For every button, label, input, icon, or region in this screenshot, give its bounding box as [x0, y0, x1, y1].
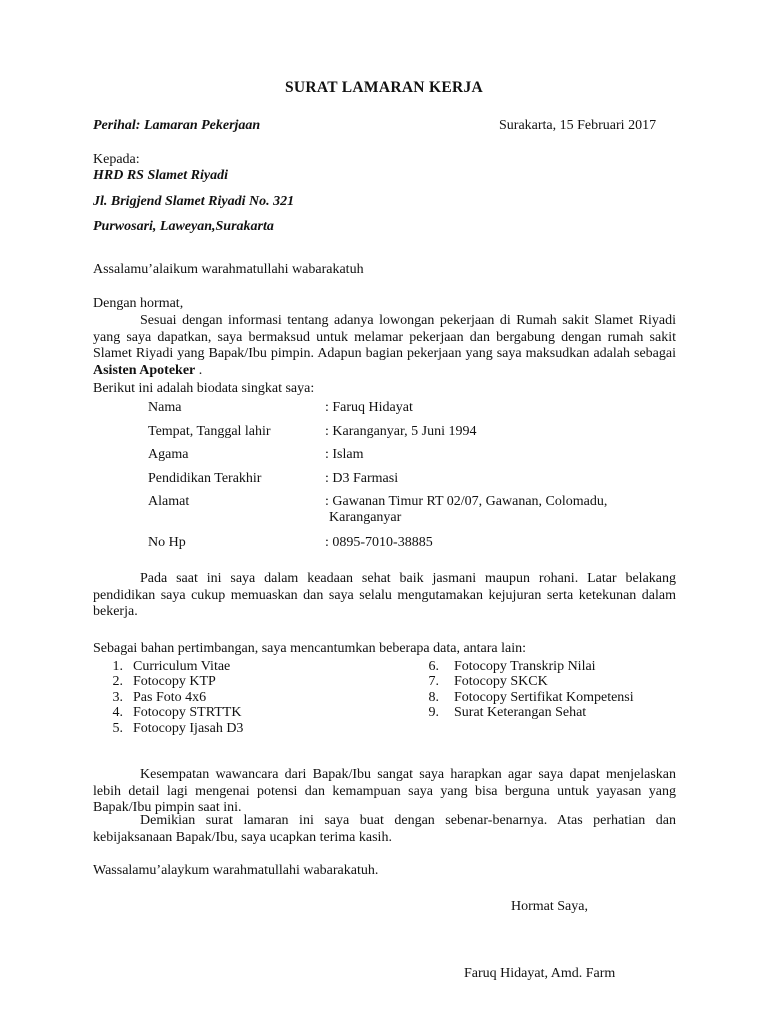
attachment-text: Fotocopy KTP [133, 674, 216, 689]
attachment-number: 7. [428, 674, 439, 689]
attachment-number: 5. [112, 721, 123, 736]
greeting: Assalamu’alaikum warahmatullahi wabarakatuh [93, 262, 364, 277]
biodata-value: : 0895-7010-38885 [325, 535, 433, 550]
place-date: Surakarta, 15 Februari 2017 [499, 118, 657, 133]
attachment-text: Fotocopy Transkrip Nilai [454, 659, 596, 674]
intro-text: Sesuai dengan informasi tentang adanya lowongan pekerjaan di Rumah sakit Slamet Riyadi yang saya dapatkan, saya bermaksud untuk melamar pekerjaan dan bergabung dengan rumah sakit Slamet Riyadi yang Bapak/Ibu pimpin. Adapun bagian pekerjaan yang saya maksudkan adalah sebagai [93, 313, 676, 362]
closing-paragraph [93, 813, 676, 846]
biodata-label: No Hp [148, 535, 186, 550]
attachment-text: Fotocopy Ijasah D3 [133, 721, 244, 736]
attachment-number: 3. [112, 690, 123, 705]
position-name: Asisten Apoteker [93, 362, 196, 378]
health-paragraph [93, 571, 676, 621]
biodata-value: : Gawanan Timur RT 02/07, Gawanan, Colomadu, [325, 494, 608, 509]
closing-text: Demikian surat lamaran ini saya buat dengan sebenar-benarnya. Atas perhatian dan kebijaksanaan Bapak/Ibu, saya ucapkan terima kasih. [93, 813, 676, 845]
biodata-label: Alamat [148, 494, 190, 509]
attachment-number: 2. [112, 674, 123, 689]
biodata-value: : Islam [325, 447, 364, 462]
recipient-kepada: Kepada: [93, 152, 140, 167]
signoff: Hormat Saya, [511, 899, 588, 914]
biodata-value: : Faruq Hidayat [325, 400, 413, 415]
biodata-value: : D3 Farmasi [325, 471, 399, 486]
biodata-intro: Berikut ini adalah biodata singkat saya: [93, 381, 315, 396]
attachment-text: Fotocopy Sertifikat Kompetensi [454, 690, 634, 705]
health-text: Pada saat ini saya dalam keadaan sehat baik jasmani maupun rohani. Latar belakang pendidikan saya cukup memuaskan dan saya selalu mengutamakan kejujuran serta ketekunan dalam bekerja. [93, 571, 676, 620]
recipient-name: HRD RS Slamet Riyadi [93, 168, 228, 183]
biodata-label: Tempat, Tanggal lahir [148, 424, 271, 439]
attachment-number: 8. [428, 690, 439, 705]
recipient-street: Jl. Brigjend Slamet Riyadi No. 321 [93, 194, 295, 209]
signature-name: Faruq Hidayat, Amd. Farm [464, 966, 616, 981]
attachment-number: 6. [428, 659, 439, 674]
biodata-value-continued: Karanganyar [329, 510, 402, 525]
attachment-text: Fotocopy SKCK [454, 674, 548, 689]
attachments-intro: Sebagai bahan pertimbangan, saya mencantumkan beberapa data, antara lain: [93, 641, 527, 656]
attachment-text: Fotocopy STRTTK [133, 705, 242, 720]
letter-title: SURAT LAMARAN KERJA [284, 79, 484, 96]
intro-end: . [195, 362, 203, 378]
attachment-number: 1. [112, 659, 123, 674]
interview-text: Kesempatan wawancara dari Bapak/Ibu sangat saya harapkan agar saya dapat menjelaskan lebih detail lagi mengenai potensi dan kemampuan saya yang bisa berguna untuk yayasan yang Bapak/Ibu pimpin saat ini. [93, 767, 676, 816]
biodata-label: Agama [148, 447, 189, 462]
subject-line: Perihal: Lamaran Pekerjaan [93, 118, 261, 133]
biodata-label: Nama [148, 400, 182, 415]
attachment-text: Curriculum Vitae [133, 659, 231, 674]
biodata-label: Pendidikan Terakhir [148, 471, 262, 486]
interview-paragraph [93, 767, 676, 817]
biodata-value: : Karanganyar, 5 Juni 1994 [325, 424, 477, 439]
salutation: Dengan hormat, [93, 296, 184, 311]
intro-paragraph [93, 313, 676, 379]
attachment-number: 9. [428, 705, 439, 720]
recipient-city: Purwosari, Laweyan,Surakarta [93, 219, 274, 234]
attachment-text: Pas Foto 4x6 [133, 690, 207, 705]
attachment-text: Surat Keterangan Sehat [454, 705, 587, 720]
attachment-number: 4. [112, 705, 123, 720]
farewell: Wassalamu’alaykum warahmatullahi wabarakatuh. [93, 863, 379, 878]
